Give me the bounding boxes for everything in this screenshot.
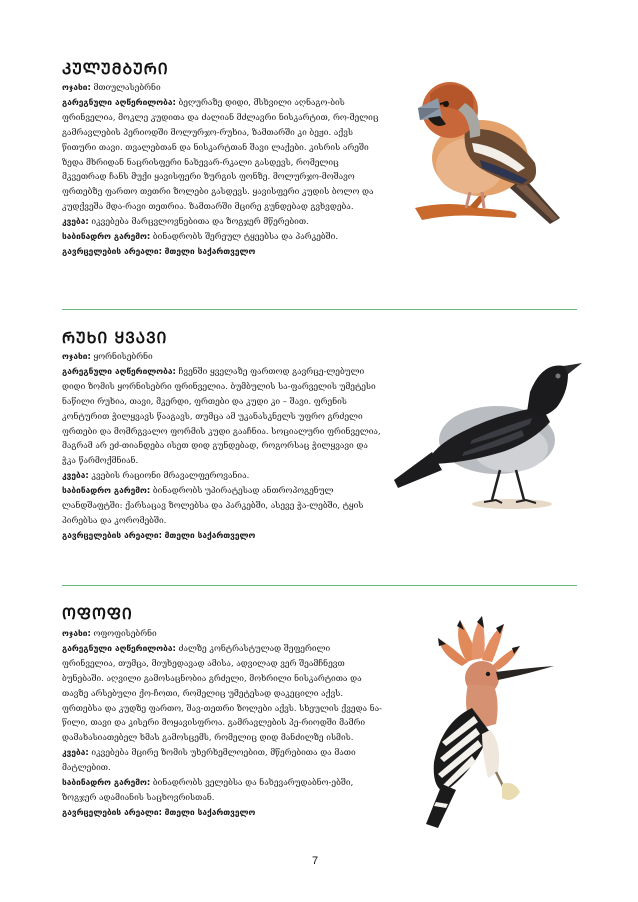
section-title-hawfinch: ᲙᲣᲚᲣᲛᲑᲣᲠᲘ xyxy=(62,60,169,78)
section-divider xyxy=(62,585,577,586)
appearance-line: გარეგნული აღწერილობა: ძალზე კონტრასტულად შეფერილი ფრინველია, თუმცა, მიუხედავად ამისა, ადვილად ვერ შეამჩნევთ ბუნებაში. აღვილი გამოსაცნობია გრძელი, მოხრილი ნისკარტითა და თავზე არსებული ქო-ჩოთი, რომელიც უმეტესად დაკეცილი აქვს. ფრთებსა და კუდზე ფართო, შავ-თეთრი ზოლები აქვს. სხეულის ქვედა ნა-წილი, თავი და კისერი მოყავისფროა. გამრავლების პე-რიოდში მამრი დამახასიათებელ ხმას გამოსცემს, რომელიც დიდ მანძილზე ისმის. xyxy=(62,642,383,743)
family-line: ოჯახი: ოფოფისებრნი xyxy=(62,628,157,638)
habitat-line: საბინადრო გარემო: ბინადრობს ველებსა და ნახევარუდაბნო-ებში, ზოგჯერ ადამიანის საცხოვრისთან. xyxy=(62,777,354,802)
section-title-hoopoe: ᲝᲤᲝᲤᲘ xyxy=(62,605,133,623)
range-line: გავრცელების არეალი: მთელი საქართველო xyxy=(62,245,256,256)
section-title-hooded-crow: ᲠᲣᲮᲘ ᲧᲕᲐᲕᲘ xyxy=(62,329,168,347)
habitat-line: საბინადრო გარემო: ბინადრობს შერეულ ტყეებსა და პარკებში. xyxy=(62,231,338,242)
section-text-hoopoe xyxy=(62,626,382,820)
hoopoe-illustration xyxy=(412,612,557,830)
appearance-line: გარეგნული აღწერილობა: ჩვენში ყველაზე ფართოდ გავრცე-ლებული დიდი ზომის ყორნისებრი ფრინველია. ბუმბულის სა-ფარველის უმეტესი ნაწილი რუხია, თავი, მკერდი, ფრთები და კუდი კი – შავი. ფრენის კონტურით ჭილყვავს წააგავს, თუმცა ამ უკანასკნელს უფრო გრძელი ფრთები და მომრგვალო ფორმის კუდი გააჩნია. სოციალური ფრინველია, მაგრამ არ ეძ-თიანდება ისეთ დიდ გუნდებად, როგორსაც ჭილყვავი და ჭკა წარმოქმნიან. xyxy=(62,365,381,466)
family-line: ოჯახი: ყორნისებრნი xyxy=(62,351,153,361)
range-line: გავრცელების არეალი: მთელი საქართველო xyxy=(62,529,256,540)
food-line: კვება: იკვებება მცირე ზომის უხერხემლოებით, მწერებითა და მათი მატლებით. xyxy=(62,747,356,773)
appearance-line: გარეგნული აღწერილობა: ბეღურაზე დიდი, მსხვილი აღნაგო-ბის ფრინველია, მოკლე კუდითა და ძალიან მძლავრი ნისკარტით, რო-მელიც გამრავლების პერიოდში მოლურჯო-რუხია, ზამთარში კი ბეჟი. აქვს წითური თავი. თვალებთან და ნისკარტთან შავი ლაქები. კისრის არეში ზედა მხრიდან ნაცრისფერი ნახევარ-რკალი გასდევს, რომელიც მკვეთრად ჩანს მუქი ყავისფერი ზურგის ფონზე. მოლურჯო-მოშავო ფრთებზე ფართო თეთრი ზოლები გასდევს. ყავისფერი კუდის ბოლო და კუდქვეშა მდა-რავი თეთრია. ზამთარში მცირე გუნდებად გვხვდება. xyxy=(62,96,379,212)
food-line: კვება: კვების რაციონი მრავალფეროვანია. xyxy=(62,470,250,481)
hooded-crow-illustration xyxy=(392,352,582,512)
page-number: 7 xyxy=(312,855,319,867)
section-text-hooded-crow xyxy=(62,349,382,543)
habitat-line: საბინადრო გარემო: ბინადრობს უპირატესად ანთროპოგენულ ლანდშაფტში: ქარსაცავ ზოლებსა და პარკებში, ასევე ჭა-ლებში, ტყის პირებსა და კორომებში. xyxy=(62,485,364,525)
food-line: კვება: იკვებება მარცვლოვნებითა და ზოგჯერ მწერებით. xyxy=(62,216,309,227)
section-text-hawfinch xyxy=(62,80,382,259)
family-line: ოჯახი: მთიულასებრნი xyxy=(62,82,161,92)
hawfinch-illustration xyxy=(410,68,565,233)
section-divider xyxy=(62,309,577,310)
range-line: გავრცელების არეალი: მთელი საქართველო xyxy=(62,806,256,817)
